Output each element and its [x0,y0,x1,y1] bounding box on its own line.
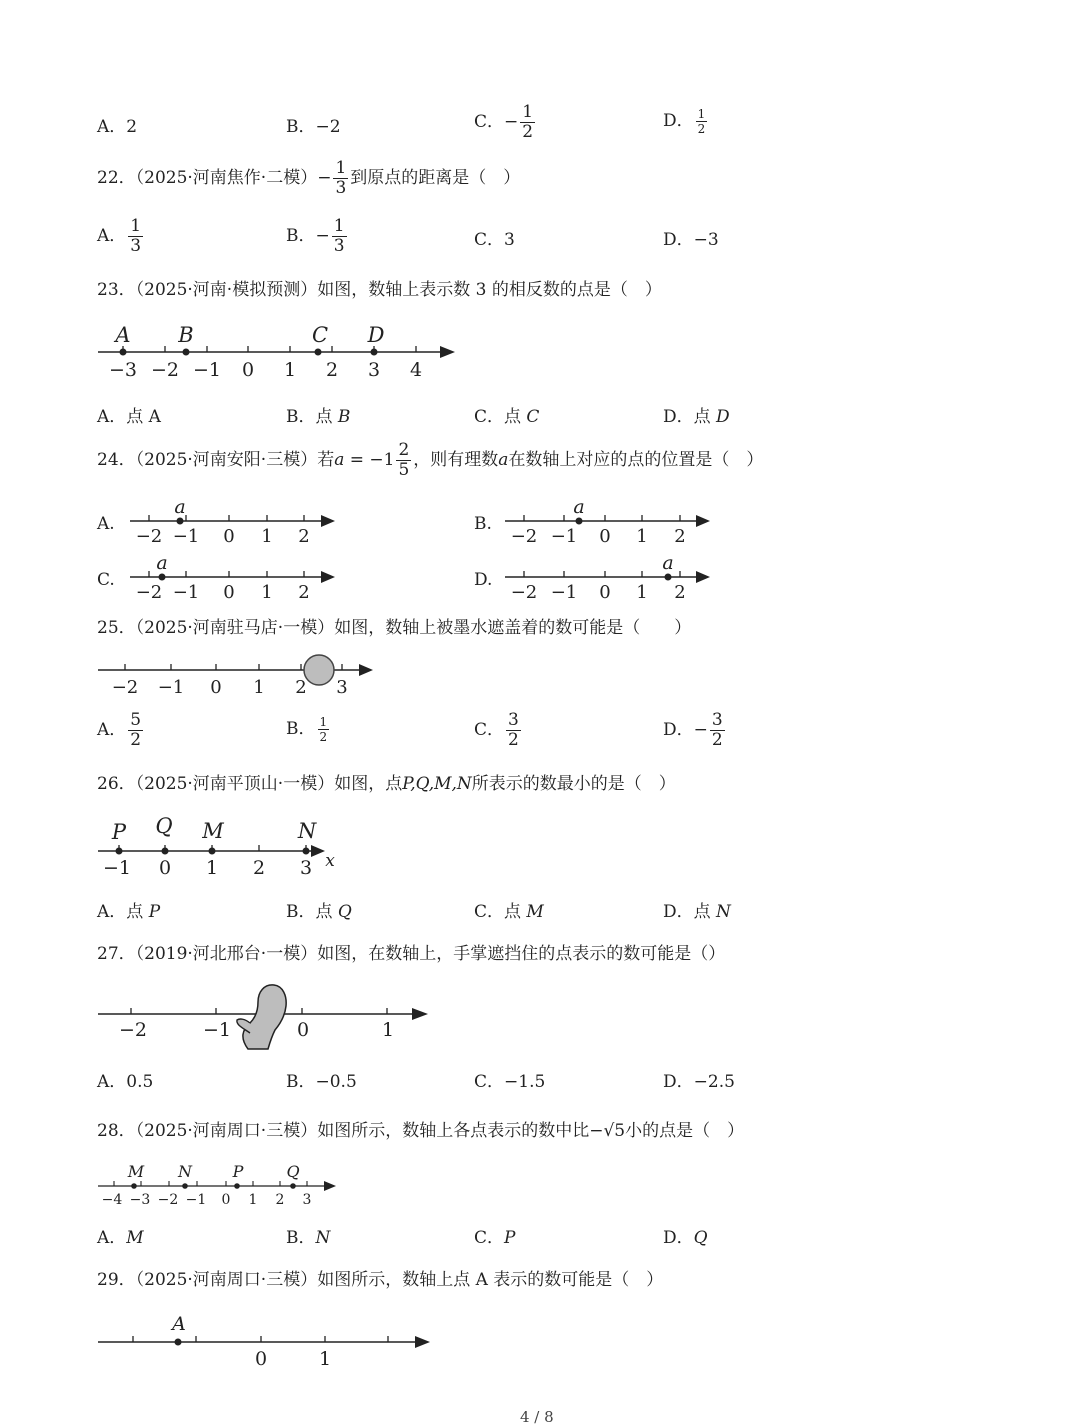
q26-option-b: B．点 Q [286,902,352,922]
tick-label: 0 [223,526,235,547]
question-23: 23．（2025·河南·模拟预测）如图，数轴上表示数 3 的相反数的点是（ ） [97,280,662,300]
tick-label: 2 [275,1192,285,1208]
tick-label: −4 [101,1192,123,1208]
point-label: a [174,496,186,518]
question-29: 29．（2025·河南周口·三模）如图所示，数轴上点 A 表示的数可能是（ ） [97,1270,664,1290]
q26-option-c: C．点 M [474,902,544,922]
q26-point-q [162,848,169,855]
tick-label: 1 [636,582,648,603]
q27-option-c: C．−1.5 [474,1072,546,1092]
q23-option-c: C．点 C [474,407,540,427]
q26-option-d: D．点 N [663,902,731,922]
q25-option-a: A． $\frac{5}{2}$ [97,710,142,750]
q28-point-n [182,1183,188,1189]
tick-label: 2 [674,526,686,547]
tick-label: −2 [510,582,538,603]
point-label: a [573,496,585,518]
axis-label: x [325,851,335,871]
q28-option-c: C．P [474,1228,516,1248]
palm-icon [243,985,286,1049]
tick-label: 1 [318,1348,332,1370]
point-a [159,574,166,581]
tick-label: 0 [254,1348,268,1370]
q21-option-d: D． $\frac{1}{2}$ [663,107,706,136]
question-28: 28．（2025·河南周口·三模）如图所示，数轴上各点表示的数中比−√5小的点是（ ） [97,1121,745,1141]
tick-label: 0 [221,1192,231,1208]
tick-label: 2 [298,582,310,603]
q28-number-line [90,1158,350,1208]
q23-option-d: D．点 D [663,407,730,427]
q23-point-d [371,349,378,356]
tick-label: −1 [172,582,200,603]
tick-label: 3 [302,1192,312,1208]
q24-option-a-line [125,495,345,551]
tick-label: −1 [157,677,185,698]
q26-point-p [116,848,123,855]
q23-tick-label: −2 [150,359,180,381]
tick-label: −1 [202,1019,232,1041]
q22-option-c: C．3 [474,230,515,250]
question-22: 22．（2025·河南焦作·二模）− $\frac{1}{3}$ 到原点的距离是（ ） [97,158,521,198]
q24-option-c-line [125,551,345,607]
q23-point-c [315,349,322,356]
tick-label: −2 [510,526,538,547]
tick-label: −1 [550,582,578,603]
question-27: 27．（2019·河北邢台·一模）如图，在数轴上，手掌遮挡住的点表示的数可能是（） [97,944,726,964]
point-a [665,574,672,581]
q24-option-c-label: C. [97,570,115,590]
q26-point-m [209,848,216,855]
q23-option-b: B．点 B [286,407,351,427]
tick-label: 0 [223,582,235,603]
tick-label: 0 [599,582,611,603]
q23-point-label: A [115,323,131,347]
tick-label: 2 [295,677,307,698]
q25-option-b: B． $\frac{1}{2}$ [286,715,328,744]
point-label: a [662,552,674,574]
q23-tick-label: 3 [367,359,381,381]
tick-label: −2 [157,1192,179,1208]
q23-tick-label: −3 [108,359,138,381]
q28-option-a: A．M [97,1228,144,1248]
q23-number-line [90,318,470,386]
q22-option-a: A． $\frac{1}{3}$ [97,216,142,256]
q27-number-line [90,978,440,1058]
q23-tick-label: 1 [283,359,297,381]
q29-point-a [175,1339,182,1346]
q24-option-d-label: D. [474,570,493,590]
tick-label: −2 [135,526,163,547]
q23-point-b [183,349,190,356]
tick-label: −3 [129,1192,151,1208]
point-a [177,518,184,525]
q23-tick-label: 0 [241,359,255,381]
tick-label: 1 [636,526,648,547]
tick-label: 1 [248,1192,258,1208]
q27-option-d: D．−2.5 [663,1072,735,1092]
q21-option-a: A．2 [97,117,138,137]
q29-number-line [90,1310,440,1370]
q23-point-label: D [367,323,385,347]
tick-label: −1 [172,526,200,547]
page-number: 4 / 8 [520,1408,554,1426]
tick-label: −2 [111,677,139,698]
tick-label: 1 [261,582,273,603]
tick-label: 1 [253,677,265,698]
ink-blot [304,655,334,685]
q27-option-b: B．−0.5 [286,1072,357,1092]
q26-number-line [90,812,350,882]
q25-number-line [90,650,390,700]
q22-option-d: D．−3 [663,230,719,250]
q24-option-b-label: B. [474,514,492,534]
tick-label: 1 [261,526,273,547]
q26-option-a: A．点 P [97,902,161,922]
question-24: 24．（2025·河南安阳·三模）若a = −1 $\frac{2}{5}$ ，则有理数a在数轴上对应的点的位置是（ ） [97,440,764,480]
q23-tick-label: −1 [192,359,222,381]
q21-option-b: B．−2 [286,117,341,137]
question-26: 26．（2025·河南平顶山·一模）如图，点P,Q,M,N所表示的数最小的是（ ） [97,774,676,794]
q24-option-b-line [500,495,720,551]
q21-option-c: C．− $\frac{1}{2}$ [474,102,534,142]
point-a [576,518,583,525]
tick-label: 0 [158,857,172,879]
tick-label: 1 [381,1019,395,1041]
point-label: A [172,1313,186,1335]
q28-point-q [290,1183,296,1189]
tick-label: −1 [550,526,578,547]
point-label: M [202,819,224,843]
q28-point-p [234,1183,240,1189]
point-label: a [156,552,168,574]
q22-option-b: B．− $\frac{1}{3}$ [286,216,345,256]
q28-option-b: B．N [286,1228,331,1248]
q25-option-c: C． $\frac{3}{2}$ [474,710,519,750]
tick-label: 2 [674,582,686,603]
q28-option-d: D．Q [663,1228,708,1248]
q23-point-label: B [178,323,194,347]
tick-label: −2 [118,1019,148,1041]
q25-option-d: D．− $\frac{3}{2}$ [663,710,723,750]
point-label: N [297,819,317,843]
tick-label: 2 [298,526,310,547]
tick-label: 0 [296,1019,310,1041]
tick-label: 3 [336,677,348,698]
point-label: P [111,820,127,844]
point-label: Q [286,1162,300,1181]
tick-label: 0 [599,526,611,547]
q23-option-a: A．点 A [97,407,161,427]
q28-point-m [131,1183,137,1189]
tick-label: −1 [102,857,132,879]
q23-tick-label: 2 [325,359,339,381]
tick-label: 2 [252,857,266,879]
tick-label: 1 [205,857,219,879]
q23-point-a [120,349,127,356]
tick-label: 3 [299,857,313,879]
question-25: 25．（2025·河南驻马店·一模）如图，数轴上被墨水遮盖着的数可能是（ ） [97,618,692,638]
q23-tick-label: 4 [409,359,423,381]
tick-label: 0 [210,677,222,698]
point-label: Q [155,814,173,838]
q24-option-a-label: A. [97,514,115,534]
tick-label: −1 [185,1192,207,1208]
tick-label: −2 [135,582,163,603]
q27-option-a: A．0.5 [97,1072,154,1092]
q26-point-n [303,848,310,855]
point-label: P [232,1162,244,1181]
q23-point-label: C [311,323,329,347]
point-label: N [178,1162,192,1181]
q24-option-d-line [500,551,720,607]
point-label: M [127,1162,145,1181]
